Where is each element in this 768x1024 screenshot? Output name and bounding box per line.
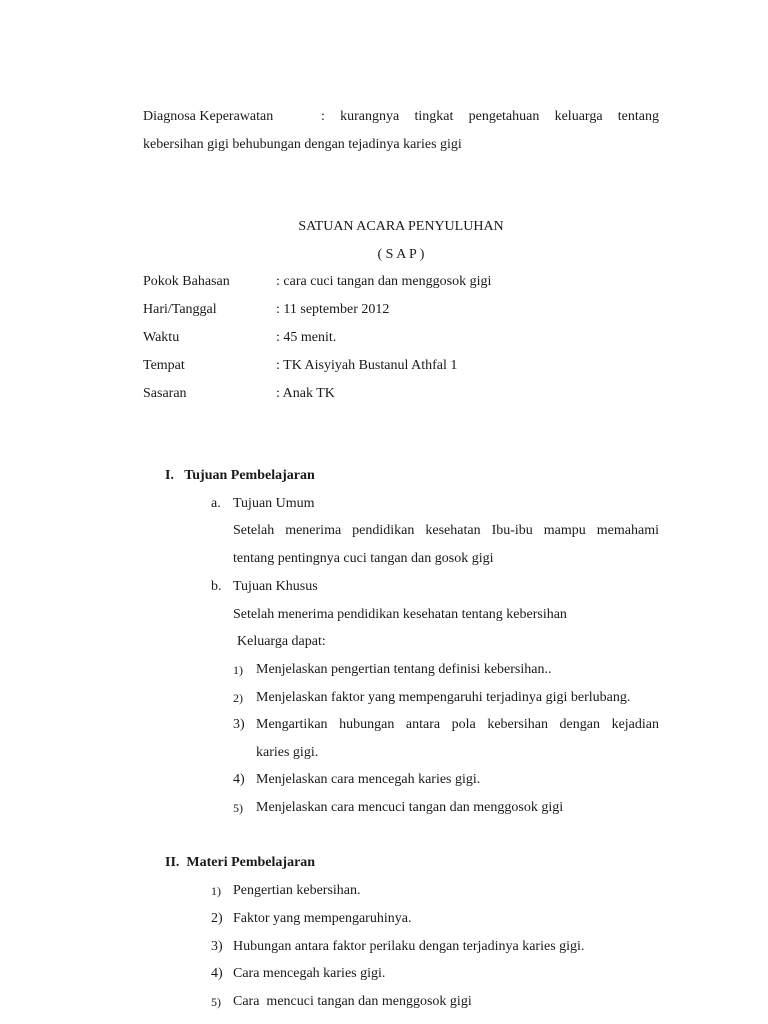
- detail-label-pokok-bahasan: Pokok Bahasan: [143, 274, 230, 289]
- list-item-number: 4): [211, 966, 223, 981]
- list-item-number: 5): [233, 801, 243, 815]
- list-item: Menjelaskan pengertian tentang definisi kebersihan..: [256, 662, 552, 677]
- detail-label-sasaran: Sasaran: [143, 386, 187, 401]
- detail-value-pokok-bahasan: : cara cuci tangan dan menggosok gigi: [276, 274, 492, 289]
- detail-value-hari-tanggal: : 11 september 2012: [276, 302, 390, 317]
- list-item-number: 1): [233, 663, 243, 677]
- list-item: Menjelaskan cara mencegah karies gigi.: [256, 772, 481, 787]
- diagnosa-value-line1: : kurangnya tingkat pengetahuan keluarga tentang: [321, 109, 659, 124]
- list-marker-a: a.: [211, 496, 221, 511]
- tujuan-khusus-text-line1: Setelah menerima pendidikan kesehatan tentang kebersihan: [233, 607, 567, 622]
- list-item-number: 2): [211, 911, 223, 926]
- list-item-number: 3): [211, 939, 223, 954]
- list-item: Pengertian kebersihan.: [233, 883, 361, 898]
- diagnosa-label: Diagnosa Keperawatan: [143, 109, 274, 124]
- detail-label-hari-tanggal: Hari/Tanggal: [143, 302, 217, 317]
- list-item-continuation: karies gigi.: [256, 745, 319, 760]
- detail-label-waktu: Waktu: [143, 330, 180, 345]
- tujuan-umum-text-line2: tentang pentingnya cuci tangan dan gosok gigi: [233, 551, 494, 566]
- tujuan-umum-text-line1: Setelah menerima pendidikan kesehatan Ibu-ibu mampu memahami: [233, 523, 659, 538]
- list-item: Mengartikan hubungan antara pola kebersihan dengan kejadian: [256, 717, 659, 732]
- list-item-number: 1): [211, 884, 221, 898]
- list-item: Cara mencuci tangan dan menggosok gigi: [233, 994, 472, 1009]
- list-item: Menjelaskan faktor yang mempengaruhi terjadinya gigi berlubang.: [256, 690, 631, 705]
- list-item-number: 3): [233, 717, 245, 732]
- diagnosa-value-line2: kebersihan gigi behubungan dengan tejadinya karies gigi: [143, 137, 462, 152]
- document-title: SATUAN ACARA PENYULUHAN: [298, 219, 504, 234]
- section-heading-tujuan: I. Tujuan Pembelajaran: [165, 468, 315, 483]
- list-item-number: 4): [233, 772, 245, 787]
- list-marker-b: b.: [211, 579, 222, 594]
- detail-value-sasaran: : Anak TK: [276, 386, 335, 401]
- detail-value-waktu: : 45 menit.: [276, 330, 337, 345]
- tujuan-umum-title: Tujuan Umum: [233, 496, 315, 511]
- detail-value-tempat: : TK Aisyiyah Bustanul Athfal 1: [276, 358, 458, 373]
- list-item-number: 2): [233, 691, 243, 705]
- section-heading-materi: II. Materi Pembelajaran: [165, 855, 316, 870]
- list-item-number: 5): [211, 995, 221, 1009]
- tujuan-khusus-title: Tujuan Khusus: [233, 579, 318, 594]
- document-subtitle: ( S A P ): [377, 247, 425, 262]
- list-item: Faktor yang mempengaruhinya.: [233, 911, 412, 926]
- list-item: Menjelaskan cara mencuci tangan dan menggosok gigi: [256, 800, 564, 815]
- list-item: Hubungan antara faktor perilaku dengan terjadinya karies gigi.: [233, 939, 585, 954]
- tujuan-khusus-text-line2: Keluarga dapat:: [237, 634, 326, 649]
- list-item: Cara mencegah karies gigi.: [233, 966, 386, 981]
- detail-label-tempat: Tempat: [143, 358, 185, 373]
